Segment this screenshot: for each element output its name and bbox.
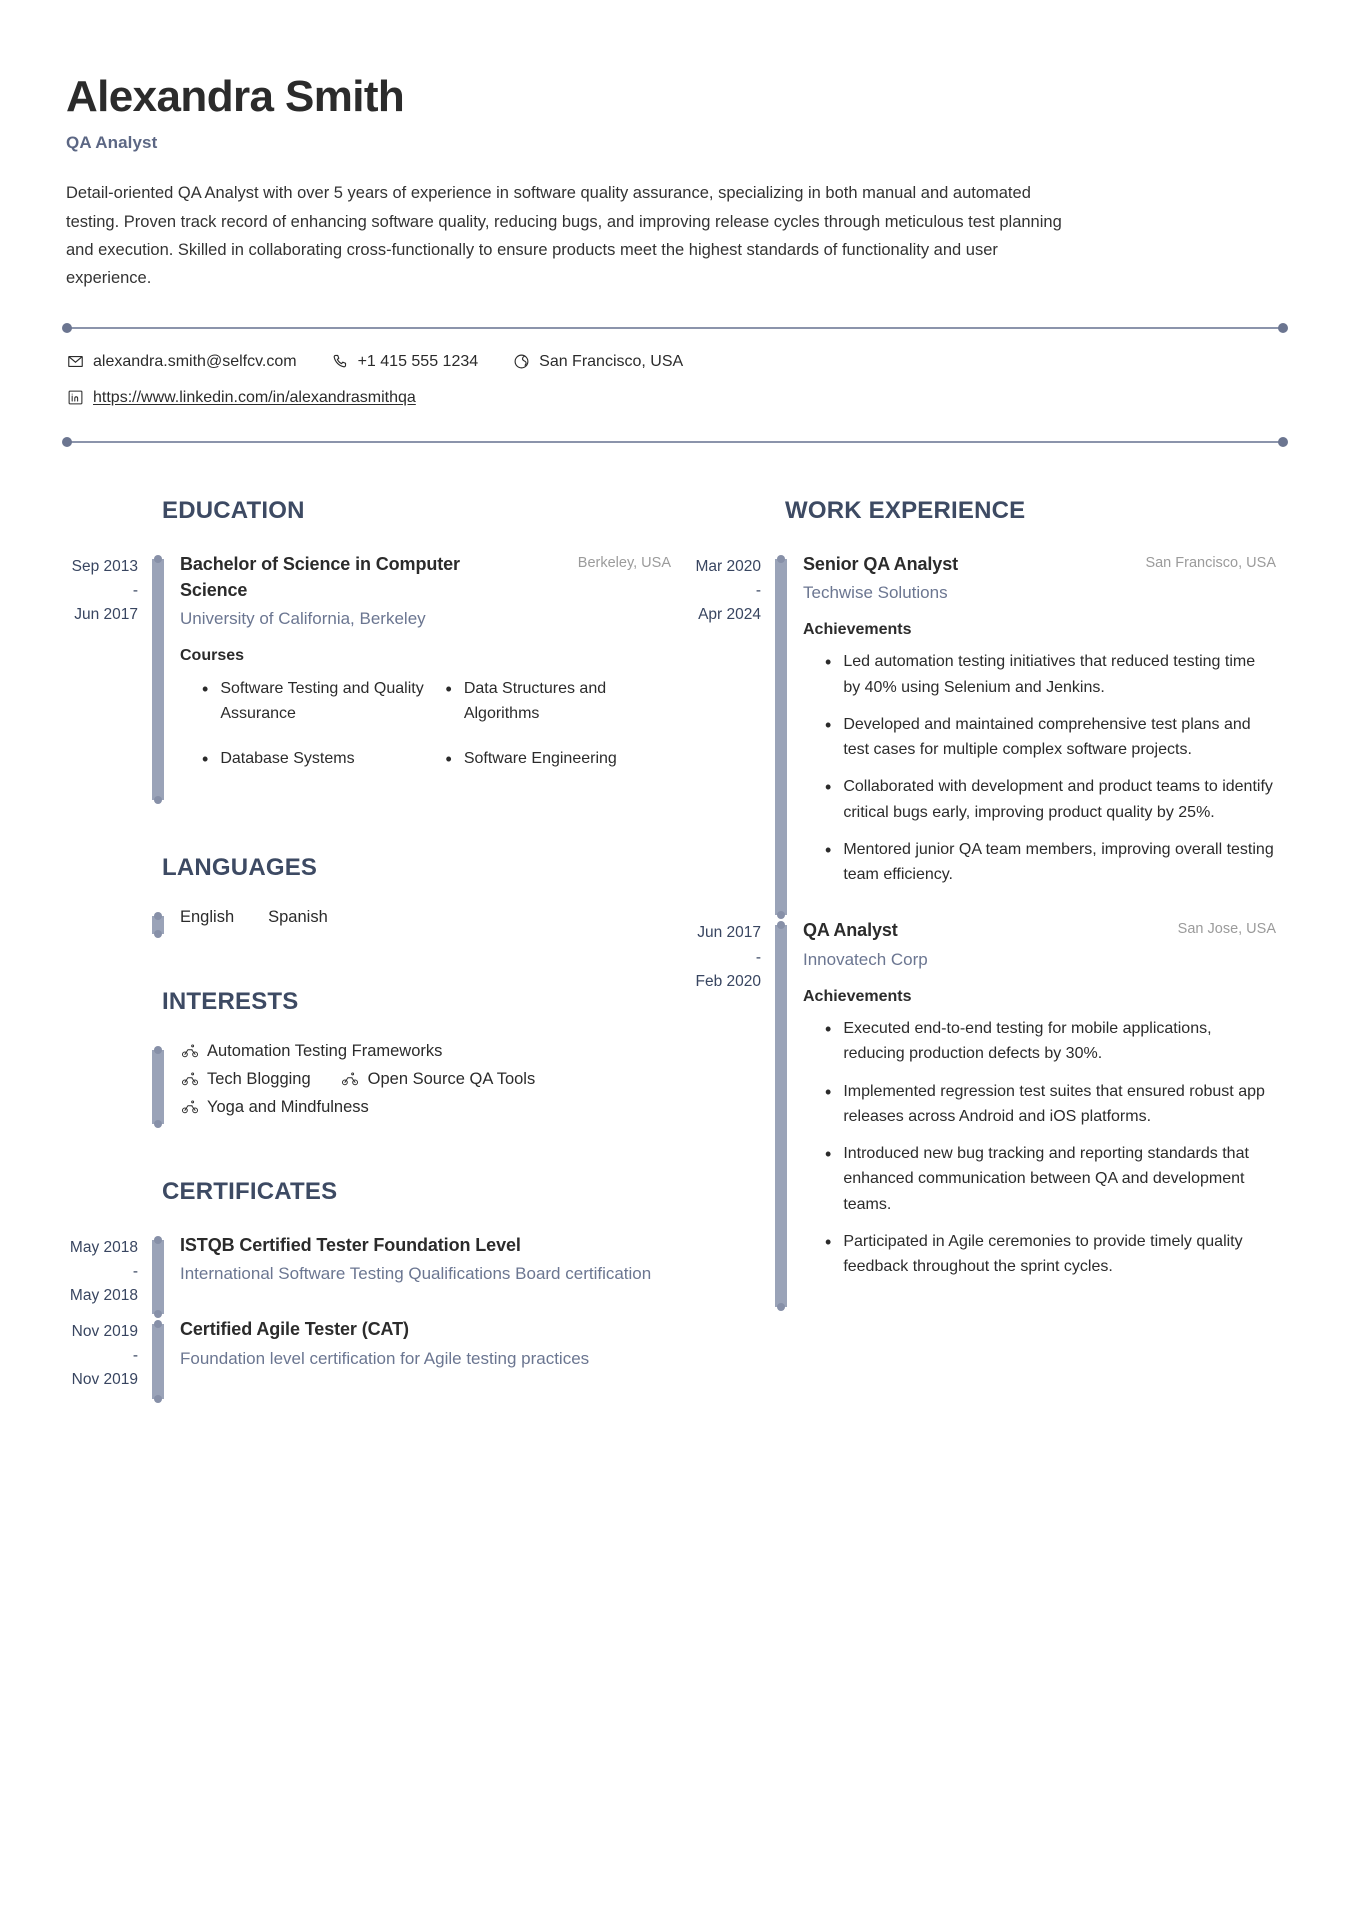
section-title-certificates: CERTIFICATES [162,1177,338,1205]
work-head [803,917,1276,943]
section-title-education: EDUCATION [162,496,305,524]
certificate-date-dash: - [132,1262,138,1280]
timeline-marker [775,917,787,1309]
header [66,72,1284,293]
timeline-marker [152,908,164,936]
interest-row [180,1070,671,1089]
courses-grid [180,677,671,771]
interest-item [180,1098,369,1117]
course-label: Database Systems [220,750,355,768]
work-date-end: Feb 2020 [695,972,761,990]
work-company: Innovatech Corp [803,949,928,969]
certificate-date-end: Nov 2019 [71,1371,138,1389]
timeline-marker [152,1316,164,1401]
linkedin-icon [66,389,84,407]
achievement-text: Introduced new bug tracking and reporting standards that enhanced communication between QA and development teams. [843,1145,1249,1213]
timeline-marker [152,1232,164,1317]
timeline-dot-top [154,1046,162,1054]
bicycle-icon [180,1098,199,1117]
work-date-start: Jun 2017 [697,924,761,942]
achievement-text: Mentored junior QA team members, improving overall testing team efficiency. [843,840,1274,884]
languages-block [66,908,671,936]
interest-row [180,1042,671,1061]
achievement-text: Participated in Agile ceremonies to provide timely quality feedback throughout the sprint cycles. [843,1232,1243,1276]
education-content [164,551,671,802]
achievement-item [825,1079,1276,1130]
certificate-title: ISTQB Certified Tester Foundation Level [180,1234,521,1255]
work-job-title: Senior QA Analyst [803,553,959,574]
education-date [66,551,152,802]
timeline-dot-bottom [154,1395,162,1403]
certificate-date [66,1232,152,1317]
page-title: Alexandra Smith [66,72,405,121]
achievement-item [825,774,1276,825]
certificate-entry [66,1316,671,1401]
achievements-label: Achievements [803,621,912,639]
education-date-start: Sep 2013 [71,557,138,575]
job-title: QA Analyst [66,133,158,153]
certificate-date-end: May 2018 [69,1286,138,1304]
timeline-line [775,925,787,1307]
timeline-dot-top [777,555,785,563]
achievement-text: Implemented regression test suites that ensured robust app releases across Android and iOS platforms. [843,1082,1265,1125]
language-item: Spanish [268,907,328,926]
timeline-dot-top [777,921,785,929]
envelope-icon [66,353,84,371]
courses-label: Courses [180,647,245,665]
bicycle-icon [341,1070,360,1089]
course-label: Data Structures and Algorithms [463,680,607,723]
achievement-item [825,649,1276,700]
bicycle-icon [180,1070,199,1089]
education-date-dash: - [132,581,138,599]
certificate-title: Certified Agile Tester (CAT) [180,1319,409,1340]
languages-list [180,908,671,927]
work-location: San Francisco, USA [1145,554,1276,571]
education-location: Berkeley, USA [577,554,671,571]
contact-row-linkedin [66,389,1284,407]
education-head [180,551,671,603]
bullet-icon: • [825,1144,832,1165]
achievements-label: Achievements [803,988,912,1006]
phone-icon [331,353,349,371]
interests-content [164,1042,671,1126]
bullet-icon: • [825,652,832,673]
bullet-icon: • [825,1231,832,1252]
timeline-line [775,559,787,916]
bullet-icon: • [825,839,832,860]
timeline-dot-top [154,1320,162,1328]
interest-row [180,1098,671,1117]
education-entry [66,551,671,802]
timeline-dot-bottom [777,1303,785,1311]
section-title-work-experience: WORK EXPERIENCE [785,496,1026,524]
interest-item [180,1070,311,1089]
bullet-icon: • [445,749,452,770]
timeline-dot-top [154,555,162,563]
contact-block [66,329,1284,407]
bicycle-icon [180,1042,199,1061]
achievement-text: Led automation testing initiatives that reduced testing time by 40% using Selenium and Jenkins. [843,653,1256,696]
summary-paragraph: Detail-oriented QA Analyst with over 5 years of experience in software quality assurance, specializing in both manual and automated testing. Proven track record of enhancing software quality, reducing bugs, and improving release cycles through meticulous test planning and execution. Skilled in collaborating cross-functionally to ensure products meet the highest standards of functionality and user experience. [66,184,1062,288]
achievement-text: Executed end-to-end testing for mobile applications, reducing production defects by 30%. [843,1020,1212,1063]
contact-email-text: alexandra.smith@selfcv.com [93,352,297,370]
contact-phone[interactable] [331,353,479,371]
work-content [787,551,1276,918]
globe-icon [512,353,530,371]
achievement-item [825,1016,1276,1067]
certificate-entry [66,1232,671,1317]
body-columns [66,443,1284,1401]
timeline-line [152,1240,164,1315]
timeline-dot-top [154,912,162,920]
timeline-line [152,1324,164,1399]
course-label: Software Engineering [463,750,617,768]
course-item [202,677,428,727]
timeline-marker [775,551,787,918]
education-date-end: Jun 2017 [74,605,138,623]
interests-block [66,1042,671,1126]
timeline-dot-top [154,1236,162,1244]
contact-location-text: San Francisco, USA [539,352,684,370]
language-item: English [180,907,235,926]
work-entry [689,551,1276,918]
interests-list [180,1042,671,1117]
certificate-date-dash: - [132,1347,138,1365]
course-item [446,747,672,772]
timeline-marker [152,551,164,802]
achievement-item [825,1229,1276,1280]
education-school: University of California, Berkeley [180,608,426,628]
bullet-icon: • [825,777,832,798]
timeline-marker [152,1042,164,1126]
work-date [689,551,775,918]
work-date-dash: - [755,948,761,966]
achievement-text: Developed and maintained comprehensive test plans and test cases for multiple complex software projects. [843,715,1251,759]
work-entry [689,917,1276,1309]
achievement-item [825,712,1276,763]
work-content [787,917,1276,1309]
interest-item [341,1070,536,1089]
course-label: Software Testing and Quality Assurance [220,680,424,723]
interest-label: Yoga and Mindfulness [207,1097,369,1116]
work-date-dash: - [755,581,761,599]
certificate-description: Foundation level certification for Agile testing practices [180,1348,590,1368]
certificate-description: International Software Testing Qualifications Board certification [180,1263,652,1283]
contact-row-primary [66,353,1284,371]
work-company: Techwise Solutions [803,582,948,602]
bullet-icon: • [202,679,209,700]
bullet-icon: • [825,1081,832,1102]
achievement-text: Collaborated with development and product teams to identify critical bugs early, improving product quality by 25%. [843,778,1273,821]
certificate-date-start: May 2018 [69,1238,138,1256]
achievement-item [825,1141,1276,1217]
interest-label: Open Source QA Tools [367,1069,536,1088]
work-date-start: Mar 2020 [695,557,761,575]
section-title-languages: LANGUAGES [162,853,318,881]
contact-email[interactable] [66,353,297,371]
work-date [689,917,775,1309]
timeline-dot-bottom [154,796,162,804]
timeline-line [152,559,164,800]
contact-phone-text: +1 415 555 1234 [357,352,479,370]
achievement-item [825,837,1276,888]
divider-top [66,327,1284,329]
contact-linkedin[interactable] [66,389,416,407]
education-degree: Bachelor of Science in Computer Science [180,553,460,600]
bullet-icon: • [445,679,452,700]
course-item [446,677,672,727]
interest-label: Tech Blogging [207,1069,311,1088]
timeline-line [152,1050,164,1124]
achievements-list [803,1016,1276,1279]
achievements-list [803,649,1276,887]
certificate-date [66,1316,152,1401]
divider-bottom [66,441,1284,443]
bullet-icon: • [202,749,209,770]
certificate-content [164,1232,671,1317]
course-item [202,747,428,772]
certificate-content [164,1316,671,1401]
work-location: San Jose, USA [1177,921,1276,938]
left-column [66,459,671,1401]
section-title-interests: INTERESTS [162,987,299,1015]
interest-label: Automation Testing Frameworks [207,1041,443,1060]
timeline-dot-bottom [154,1120,162,1128]
work-job-title: QA Analyst [803,920,898,941]
work-head [803,551,1276,577]
timeline-dot-bottom [154,930,162,938]
contact-linkedin-text[interactable]: https://www.linkedin.com/in/alexandrasmithqa [93,388,416,406]
certificate-date-start: Nov 2019 [71,1323,138,1341]
work-date-end: Apr 2024 [698,605,761,623]
contact-location [512,353,683,371]
languages-content [164,908,671,936]
right-column [671,459,1276,1310]
bullet-icon: • [825,714,832,735]
bullet-icon: • [825,1019,832,1040]
interest-item [180,1042,442,1061]
